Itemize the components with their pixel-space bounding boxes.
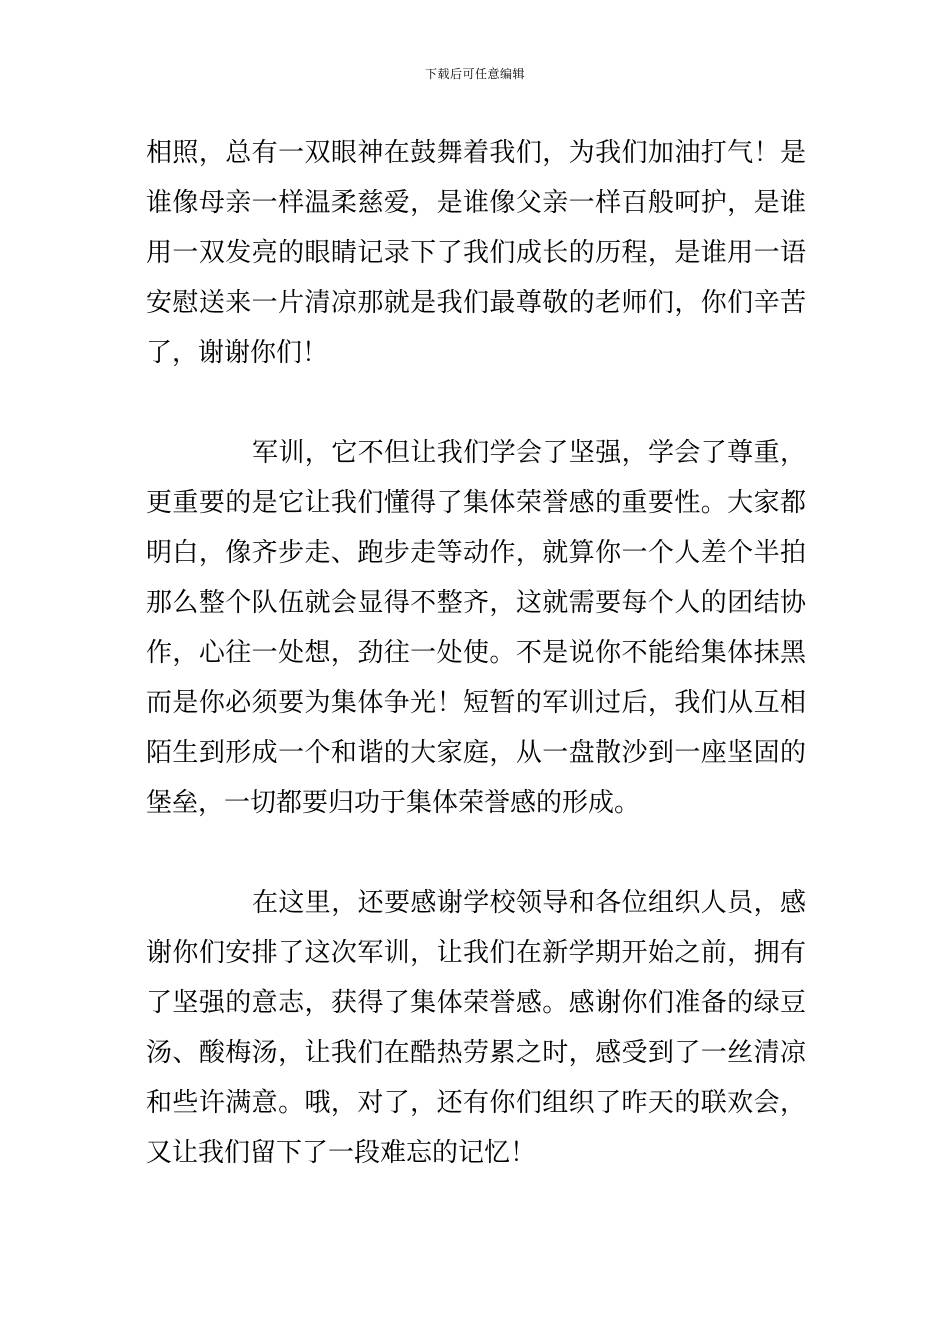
- text-line: 作，心往一处想，劲往一处使。不是说你不能给集体抹黑: [146, 638, 806, 668]
- text-line: 汤、酸梅汤，让我们在酷热劳累之时，感受到了一丝清凉: [146, 1038, 806, 1068]
- text-line: 那么整个队伍就会显得不整齐，这就需要每个人的团结协: [146, 588, 806, 618]
- text-line: 明白，像齐步走、跑步走等动作，就算你一个人差个半拍: [146, 538, 806, 568]
- text-line: 更重要的是它让我们懂得了集体荣誉感的重要性。大家都: [146, 488, 806, 518]
- text-line: 陌生到形成一个和谐的大家庭，从一盘散沙到一座坚固的: [146, 738, 806, 768]
- text-line: 安慰送来一片清凉那就是我们最尊敬的老师们，你们辛苦: [146, 288, 806, 318]
- text-line: 相照，总有一双眼神在鼓舞着我们，为我们加油打气！是: [146, 138, 806, 168]
- text-line: 在这里，还要感谢学校领导和各位组织人员，感: [252, 888, 806, 918]
- paragraph-1: [146, 128, 806, 378]
- paragraph-2: [146, 428, 806, 828]
- text-line: 和些许满意。哦，对了，还有你们组织了昨天的联欢会，: [146, 1088, 806, 1118]
- text-line: 又让我们留下了一段难忘的记忆！: [146, 1138, 537, 1168]
- text-line: 堡垒，一切都要归功于集体荣誉感的形成。: [146, 788, 641, 818]
- text-line: 了坚强的意志，获得了集体荣誉感。感谢你们准备的绿豆: [146, 988, 806, 1018]
- text-line: 谢你们安排了这次军训，让我们在新学期开始之前，拥有: [146, 938, 806, 968]
- text-line: 军训，它不但让我们学会了坚强，学会了尊重，: [252, 438, 806, 468]
- paragraph-3: [146, 878, 806, 1178]
- text-line: 谁像母亲一样温柔慈爱，是谁像父亲一样百般呵护，是谁: [146, 188, 806, 218]
- document-body: [146, 128, 806, 1178]
- text-line: 而是你必须要为集体争光！短暂的军训过后，我们从互相: [146, 688, 806, 718]
- text-line: 了，谢谢你们！: [146, 338, 329, 368]
- text-line: 用一双发亮的眼睛记录下了我们成长的历程，是谁用一语: [146, 238, 806, 268]
- page-header: 下载后可任意编辑: [424, 67, 525, 81]
- paragraph-gap: [146, 378, 806, 428]
- paragraph-gap: [146, 828, 806, 878]
